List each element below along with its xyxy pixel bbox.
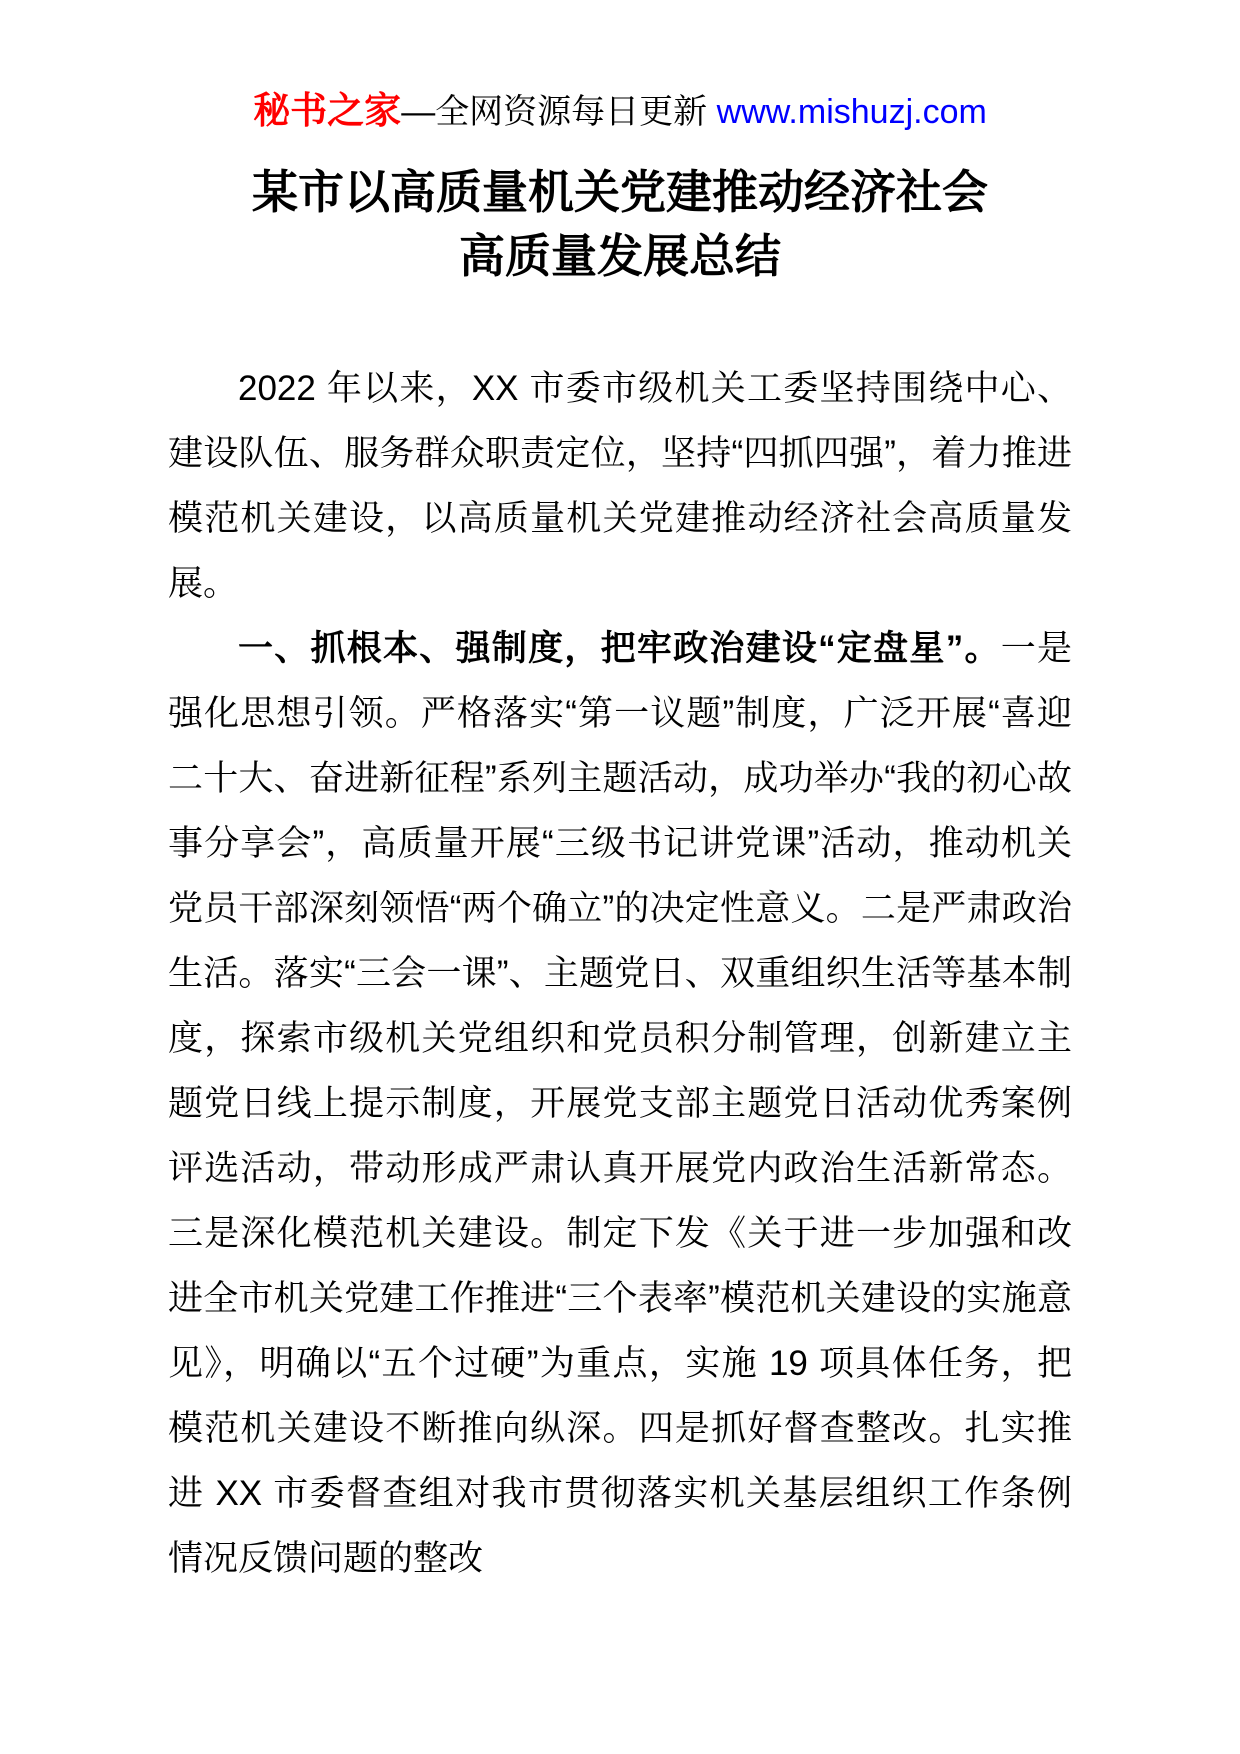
- paragraph-intro-text: 2022 年以来，XX 市委市级机关工委坚持围绕中心、建设队伍、服务群众职责定位，坚持“四抓四强”，着力推进模范机关建设，以高质量机关党建推动经济社会高质量发展。: [168, 369, 1072, 603]
- site-header: [168, 88, 1072, 135]
- document-title: [168, 160, 1072, 288]
- title-line-2: 高质量发展总结: [459, 230, 781, 282]
- paragraph-section-1: [168, 616, 1072, 1591]
- document-body: [168, 356, 1072, 1591]
- section-1-text: 一是强化思想引领。严格落实“第一议题”制度，广泛开展“喜迎二十大、奋进新征程”系列主题活动，成功举办“我的初心故事分享会”，高质量开展“三级书记讲党课”活动，推动机关党员干部深刻领悟“两个确立”的决定性意义。二是严肃政治生活。落实“三会一课”、主题党日、双重组织生活等基本制度，探索市级机关党组织和党员积分制管理，创新建立主题党日线上提示制度，开展党支部主题党日活动优秀案例评选活动，带动形成严肃认真开展党内政治生活新常态。三是深化模范机关建设。制定下发《关于进一步加强和改进全市机关党建工作推进“三个表率”模范机关建设的实施意见》，明确以“五个过硬”为重点，实施 19 项具体任务，把模范机关建设不断推向纵深。四是抓好督查整改。扎实推进 XX 市委督查组对我市贯彻落实机关基层组织工作条例情况反馈问题的整改: [168, 629, 1072, 1578]
- site-url-link[interactable]: www.mishuzj.com: [716, 93, 987, 131]
- header-tagline: —全网资源每日更新: [401, 93, 717, 131]
- title-line-1: 某市以高质量机关党建推动经济社会: [252, 166, 988, 218]
- brand-name: 秘书之家: [253, 90, 402, 131]
- paragraph-intro: [168, 356, 1072, 616]
- section-1-heading: 一、抓根本、强制度，把牢政治建设“定盘星”。: [238, 629, 1001, 668]
